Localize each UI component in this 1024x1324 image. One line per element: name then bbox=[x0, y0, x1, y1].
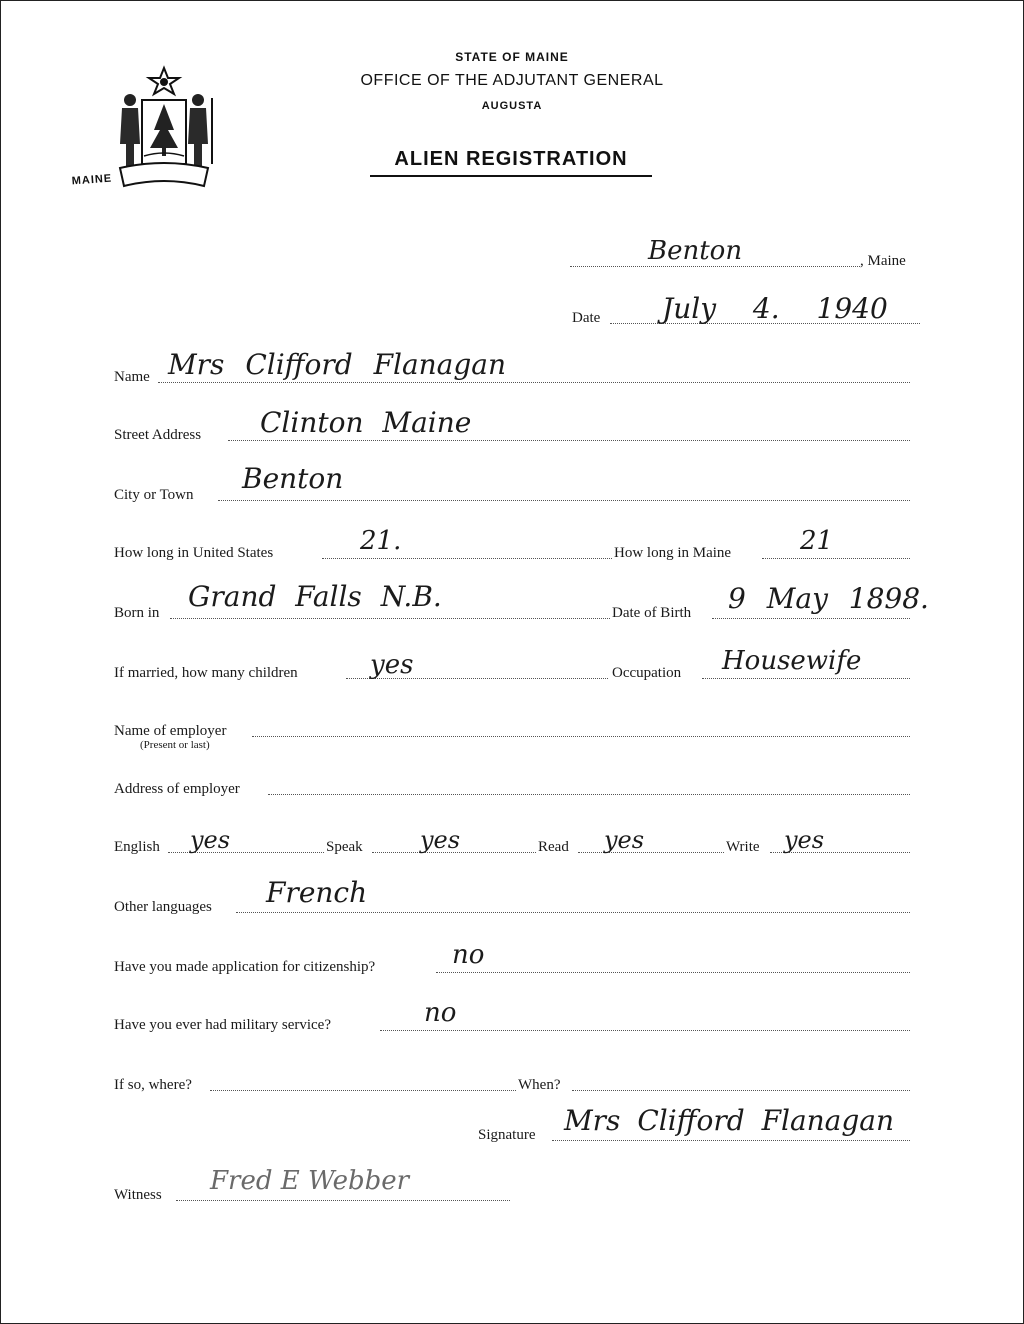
signature-line bbox=[552, 1140, 910, 1141]
city-value[interactable]: Benton bbox=[242, 462, 344, 495]
place-line bbox=[570, 266, 860, 267]
us-line bbox=[322, 558, 612, 559]
read-value[interactable]: yes bbox=[604, 826, 645, 854]
place-value[interactable]: Benton bbox=[648, 236, 743, 266]
occupation-label: Occupation bbox=[612, 665, 682, 681]
english-value[interactable]: yes bbox=[190, 826, 231, 854]
place-suffix: , Maine bbox=[860, 253, 906, 269]
where-label: If so, where? bbox=[114, 1077, 192, 1093]
name-line bbox=[158, 382, 910, 383]
when-line[interactable] bbox=[572, 1090, 910, 1091]
witness-label: Witness bbox=[114, 1187, 162, 1203]
maine-label: How long in Maine bbox=[614, 545, 732, 561]
maine-value[interactable]: 21 bbox=[800, 526, 834, 556]
date-value[interactable]: July 4. 1940 bbox=[662, 292, 888, 325]
witness-line bbox=[176, 1200, 510, 1201]
us-label: How long in United States bbox=[114, 545, 274, 561]
date-label: Date bbox=[572, 310, 601, 326]
header-city: AUGUSTA bbox=[481, 100, 543, 112]
military-label: Have you ever had military service? bbox=[114, 1017, 331, 1033]
other-languages-label: Other languages bbox=[114, 899, 212, 915]
speak-label: Speak bbox=[326, 839, 363, 855]
military-line bbox=[380, 1030, 910, 1031]
english-label: English bbox=[114, 839, 160, 855]
when-label: When? bbox=[518, 1077, 561, 1093]
header-state: STATE OF MAINE bbox=[455, 50, 569, 64]
write-value[interactable]: yes bbox=[784, 826, 825, 854]
citizenship-line bbox=[436, 972, 910, 973]
read-line bbox=[578, 852, 724, 853]
signature-value[interactable]: Mrs Clifford Flanagan bbox=[564, 1104, 895, 1137]
read-label: Read bbox=[538, 839, 569, 855]
dob-value[interactable]: 9 May 1898. bbox=[728, 582, 929, 615]
street-line bbox=[228, 440, 910, 441]
citizenship-label: Have you made application for citizenship? bbox=[114, 959, 376, 975]
employer-line[interactable] bbox=[252, 736, 910, 737]
us-value[interactable]: 21. bbox=[360, 526, 402, 556]
born-value[interactable]: Grand Falls N.B. bbox=[188, 580, 442, 613]
other-languages-value[interactable]: French bbox=[266, 876, 368, 909]
employer-label: Name of employer bbox=[114, 723, 227, 739]
seal-banner-text: MAINE bbox=[71, 172, 113, 188]
write-label: Write bbox=[726, 839, 760, 855]
military-value[interactable]: no bbox=[424, 998, 457, 1028]
born-line bbox=[170, 618, 610, 619]
occupation-value[interactable]: Housewife bbox=[722, 646, 862, 676]
maine-line bbox=[762, 558, 910, 559]
street-label: Street Address bbox=[114, 427, 202, 443]
where-line[interactable] bbox=[210, 1090, 516, 1091]
street-value[interactable]: Clinton Maine bbox=[260, 406, 472, 439]
speak-value[interactable]: yes bbox=[420, 826, 461, 854]
employer-address-line[interactable] bbox=[268, 794, 910, 795]
signature-label: Signature bbox=[478, 1127, 536, 1143]
other-languages-line bbox=[236, 912, 910, 913]
header-office: OFFICE OF THE ADJUTANT GENERAL bbox=[360, 72, 664, 89]
name-label: Name bbox=[114, 369, 150, 385]
citizenship-value[interactable]: no bbox=[452, 940, 485, 970]
married-value[interactable]: yes bbox=[370, 650, 414, 680]
employer-sublabel: (Present or last) bbox=[140, 739, 210, 751]
born-label: Born in bbox=[114, 605, 160, 621]
occupation-line bbox=[702, 678, 910, 679]
city-line bbox=[218, 500, 910, 501]
page-title: ALIEN REGISTRATION bbox=[370, 148, 652, 177]
witness-value[interactable]: Fred E Webber bbox=[210, 1166, 410, 1196]
married-label: If married, how many children bbox=[114, 665, 298, 681]
employer-address-label: Address of employer bbox=[114, 781, 240, 797]
dob-label: Date of Birth bbox=[612, 605, 692, 621]
city-label: City or Town bbox=[114, 487, 194, 503]
name-value[interactable]: Mrs Clifford Flanagan bbox=[168, 348, 507, 381]
dob-line bbox=[712, 618, 910, 619]
